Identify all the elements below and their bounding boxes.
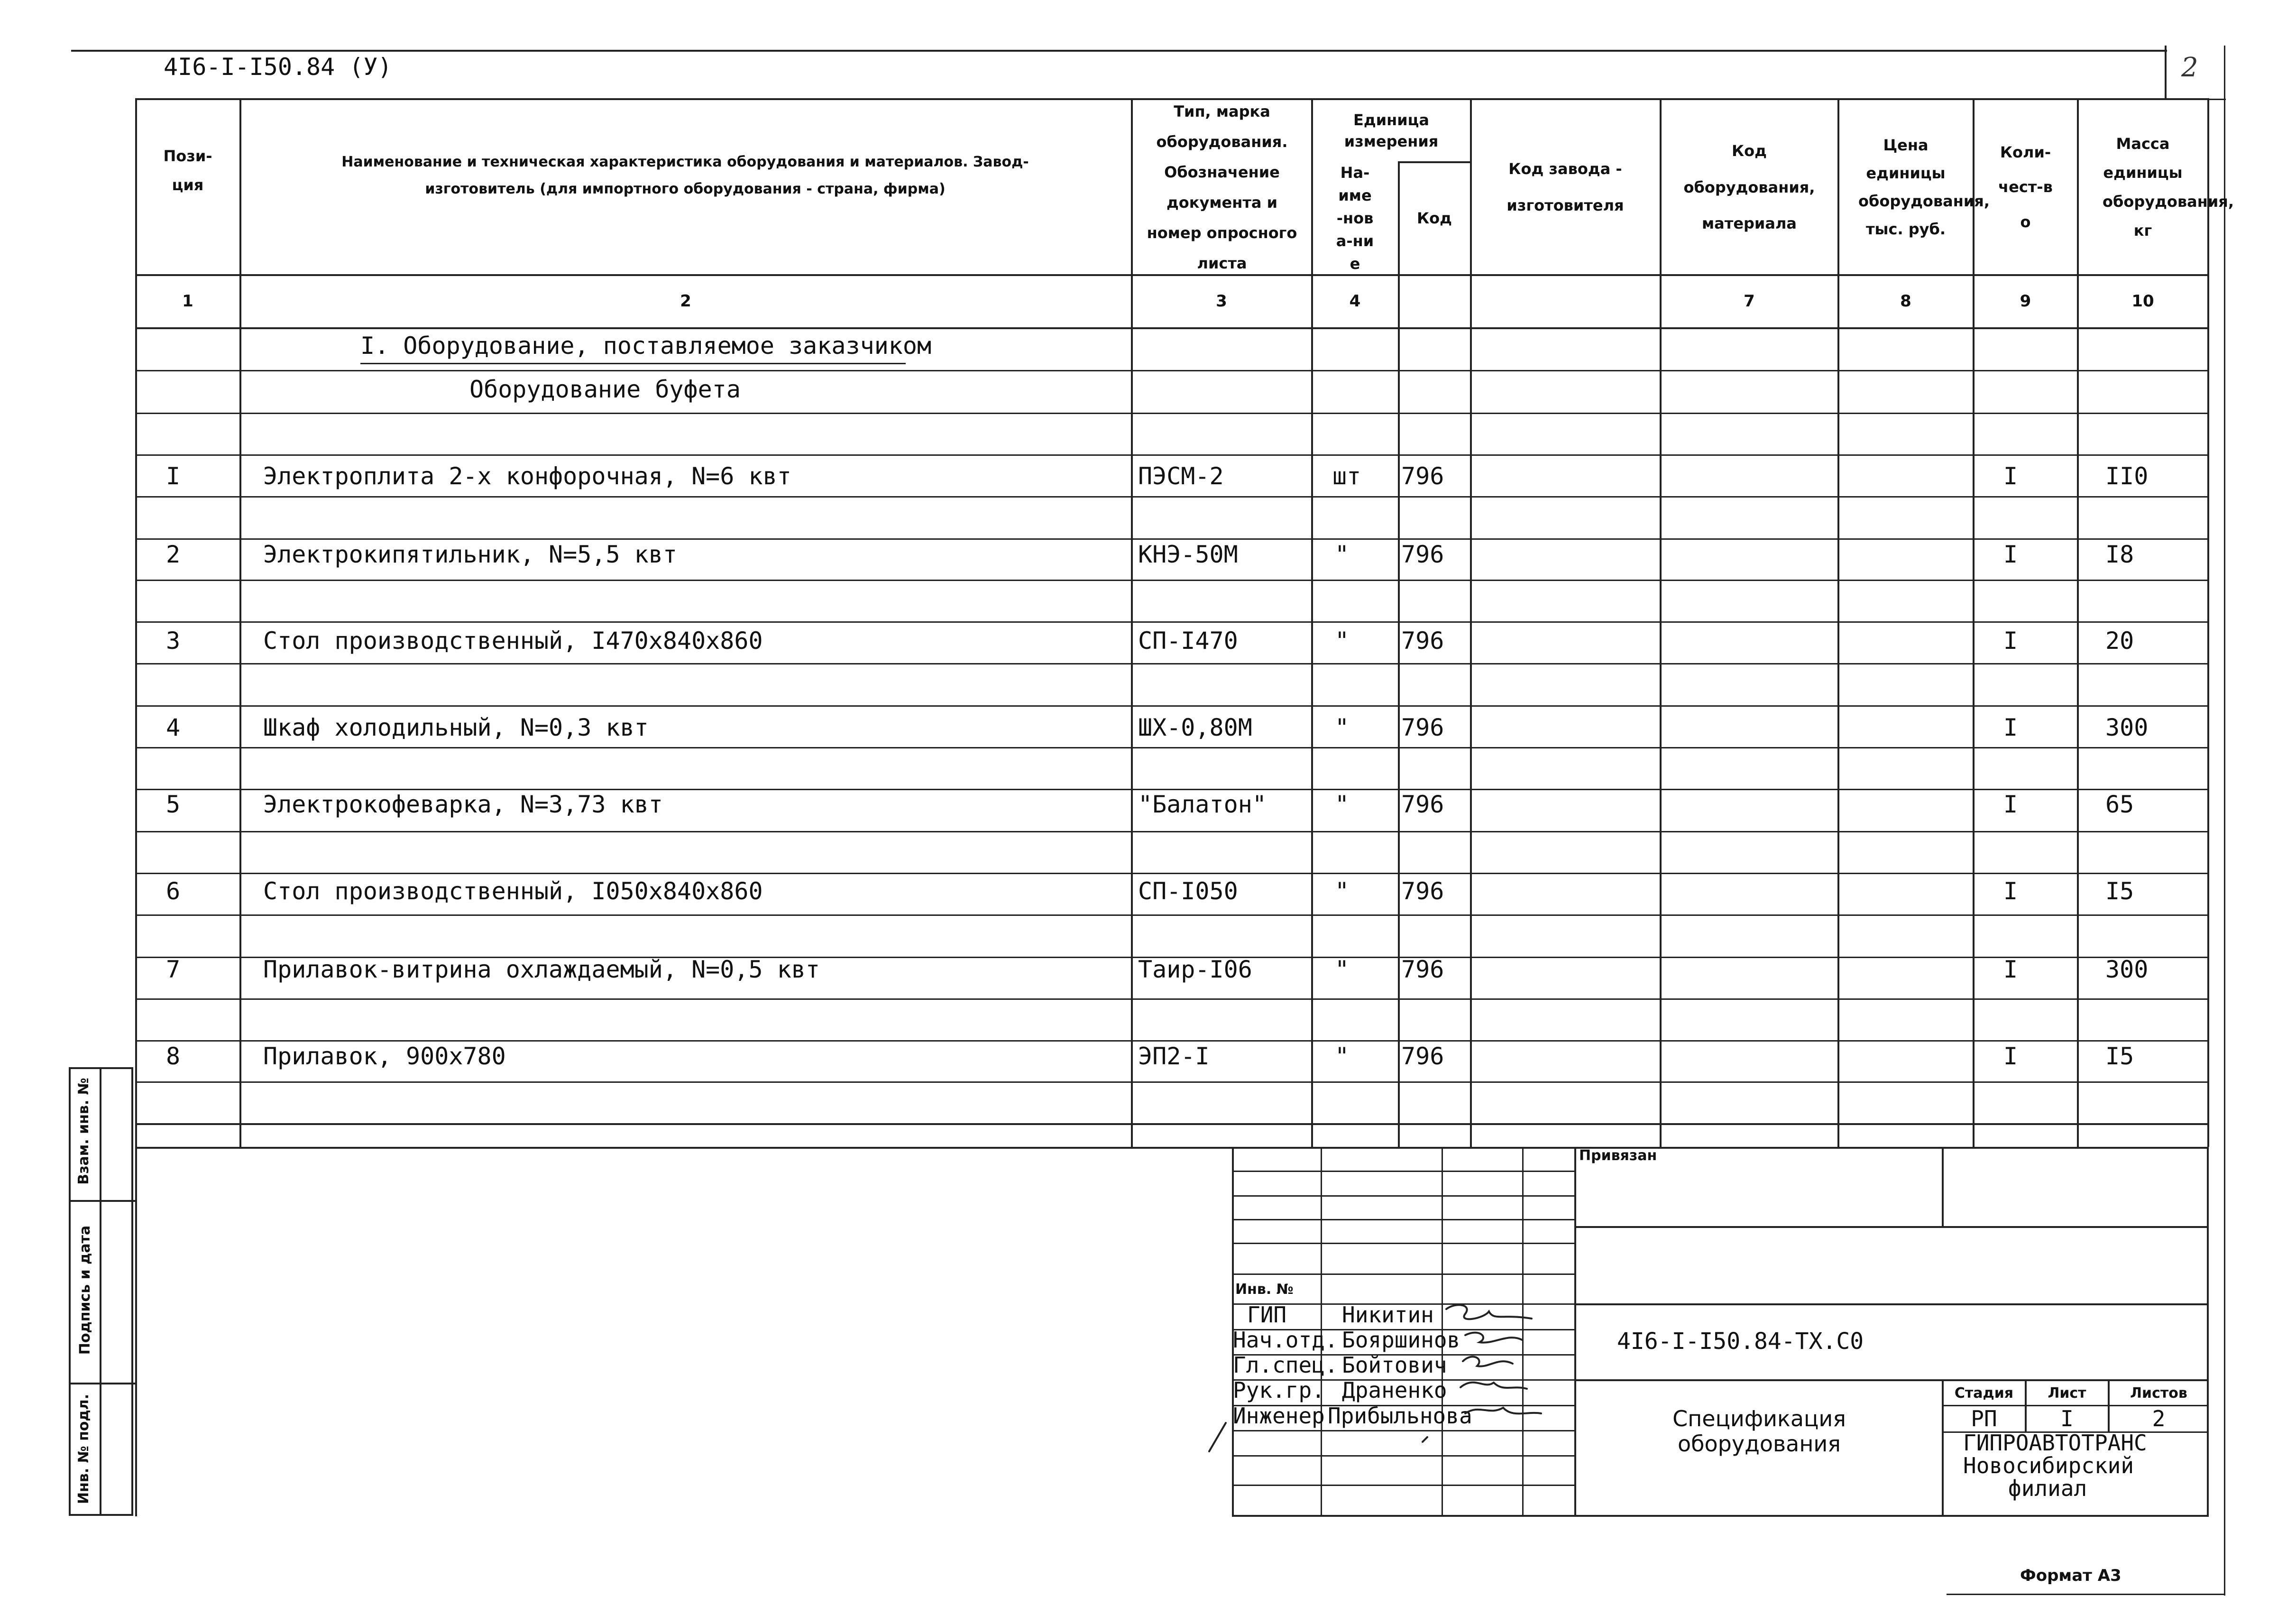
row-type: КНЭ-50М	[1138, 541, 1238, 568]
subsection-title: Оборудование буфета	[469, 376, 741, 403]
row-quantity: I	[2003, 627, 2018, 655]
header-price: Цена единицы оборудования, тыс. руб.	[1858, 136, 1990, 239]
row-quantity: I	[2003, 877, 2018, 905]
row-quantity: I	[2003, 714, 2018, 741]
col-number: 9	[2020, 292, 2031, 311]
staff-role: Гл.спец.	[1233, 1352, 1338, 1378]
row-position: 8	[166, 1043, 181, 1070]
row-position: I	[166, 462, 181, 490]
side-label-original-inventory: Инв. № подл.	[75, 1393, 92, 1504]
row-unit: "	[1335, 877, 1350, 905]
row-unit-code: 796	[1401, 1043, 1444, 1070]
format-label: Формат А3	[2020, 1566, 2122, 1585]
row-position: 4	[166, 714, 181, 741]
staff-role: Рук.гр.	[1233, 1377, 1325, 1403]
privyazan-label: Привязан	[1579, 1147, 1657, 1164]
row-quantity: I	[2003, 1043, 2018, 1070]
header-unit: Единица измерения	[1344, 111, 1439, 150]
header-factory-code: Код завода - изготовителя	[1506, 160, 1624, 214]
row-mass: I5	[2105, 1043, 2134, 1070]
col-number: 4	[1349, 292, 1361, 311]
header-unit-name: На-име-нова-ние	[1336, 164, 1374, 273]
row-name: Стол производственный, I470x840x860	[263, 627, 763, 655]
row-type: ПЭСМ-2	[1138, 462, 1224, 490]
row-name: Электроплита 2-х конфорочная, N=6 квт	[263, 462, 791, 490]
header-name: Наименование и техническая характеристика оборудования и материалов. Завод-изготовитель (для импортного оборудования - страна, фирма)	[341, 154, 1029, 197]
document-code: 4I6-I-I50.84 (У)	[164, 53, 392, 81]
col-number: 1	[182, 292, 193, 311]
row-unit: "	[1335, 791, 1350, 818]
row-mass: I5	[2105, 877, 2134, 905]
staff-role: Инженер	[1233, 1403, 1325, 1429]
row-unit-code: 796	[1401, 541, 1444, 568]
row-name: Шкаф холодильный, N=0,3 квт	[263, 714, 649, 741]
col-number: 8	[1900, 292, 1911, 311]
col-number: 2	[680, 292, 691, 311]
row-type: СП-I470	[1138, 627, 1238, 655]
side-label-inventory-swap: Взам. инв. №	[75, 1078, 92, 1185]
sheets-value: 2	[2152, 1406, 2166, 1431]
sheet-label: Лист	[2048, 1384, 2086, 1402]
row-quantity: I	[2003, 541, 2018, 568]
side-label-signature-date: Подпись и дата	[77, 1225, 93, 1355]
row-position: 7	[166, 956, 181, 983]
row-unit-code: 796	[1401, 791, 1444, 818]
staff-name: Бояршинов	[1342, 1327, 1460, 1353]
sheet-value: I	[2060, 1406, 2074, 1431]
row-name: Прилавок, 900x780	[263, 1043, 506, 1070]
col-number: 10	[2131, 292, 2154, 311]
row-type: Таир-I06	[1138, 956, 1252, 983]
row-unit-code: 796	[1401, 956, 1444, 983]
org-branch: Новосибирский	[1963, 1453, 2134, 1478]
stage-value: РП	[1971, 1406, 1997, 1431]
row-quantity: I	[2003, 791, 2018, 818]
row-unit: "	[1335, 714, 1350, 741]
staff-name: Бойтович	[1342, 1352, 1447, 1378]
row-name: Электрокипятильник, N=5,5 квт	[263, 541, 677, 568]
staff-name: Драненко	[1342, 1377, 1447, 1403]
title-doc-name: Спецификация оборудования	[1672, 1406, 1846, 1457]
row-unit: "	[1335, 1043, 1350, 1070]
header-unit-code: Код	[1417, 209, 1452, 227]
row-mass: 300	[2105, 956, 2149, 983]
row-unit-code: 796	[1401, 627, 1444, 655]
row-position: 6	[166, 877, 181, 905]
row-position: 2	[166, 541, 181, 568]
row-unit: "	[1335, 627, 1350, 655]
staff-name: Прибыльнова	[1328, 1403, 1472, 1429]
row-type: "Балатон"	[1138, 791, 1267, 818]
sheets-label: Листов	[2130, 1384, 2187, 1402]
section-title: I. Оборудование, поставляемое заказчиком	[360, 332, 932, 360]
row-name: Электрокофеварка, N=3,73 квт	[263, 791, 663, 818]
org-branch-suffix: филиал	[2008, 1476, 2087, 1501]
row-mass: 300	[2105, 714, 2149, 741]
row-unit-code: 796	[1401, 877, 1444, 905]
org-name: ГИПРОАВТОТРАНС	[1963, 1430, 2147, 1456]
sheet-number-mark: 2	[2181, 52, 2198, 83]
staff-role: Нач.отд.	[1233, 1327, 1338, 1353]
row-unit-code: 796	[1401, 714, 1444, 741]
stage-label: Стадия	[1954, 1384, 2014, 1402]
row-mass: 65	[2105, 791, 2134, 818]
staff-name: Никитин	[1342, 1302, 1434, 1328]
header-equipment-code: Код оборудования, материала	[1683, 141, 1815, 233]
inventory-number-label: Инв. №	[1235, 1281, 1294, 1298]
row-type: СП-I050	[1138, 877, 1238, 905]
row-unit: "	[1335, 541, 1350, 568]
row-type: ЭП2-I	[1138, 1043, 1210, 1070]
row-unit: шт	[1332, 462, 1361, 490]
staff-role: ГИП	[1247, 1302, 1287, 1328]
row-type: ШХ-0,80М	[1138, 714, 1252, 741]
row-unit: "	[1335, 956, 1350, 983]
signatures-icon	[1200, 1300, 1579, 1461]
header-type: Тип, марка оборудования. Обозначение документа и номер опросного листа	[1147, 102, 1297, 272]
header-quantity: Коли-чест-во	[1998, 143, 2053, 231]
row-quantity: I	[2003, 462, 2018, 490]
col-number: 3	[1216, 292, 1227, 311]
row-name: Стол производственный, I050x840x860	[263, 877, 763, 905]
header-position: Пози-ция	[163, 147, 212, 194]
row-position: 3	[166, 627, 181, 655]
row-unit-code: 796	[1401, 462, 1444, 490]
row-position: 5	[166, 791, 181, 818]
row-mass: II0	[2105, 462, 2149, 490]
row-quantity: I	[2003, 956, 2018, 983]
header-mass: Масса единицы оборудования, кг	[2103, 135, 2234, 240]
row-mass: I8	[2105, 541, 2134, 568]
col-number: 7	[1744, 292, 1755, 311]
row-name: Прилавок-витрина охлаждаемый, N=0,5 квт	[263, 956, 820, 983]
title-doc-code: 4I6-I-I50.84-ТХ.С0	[1617, 1328, 1864, 1355]
row-mass: 20	[2105, 627, 2134, 655]
